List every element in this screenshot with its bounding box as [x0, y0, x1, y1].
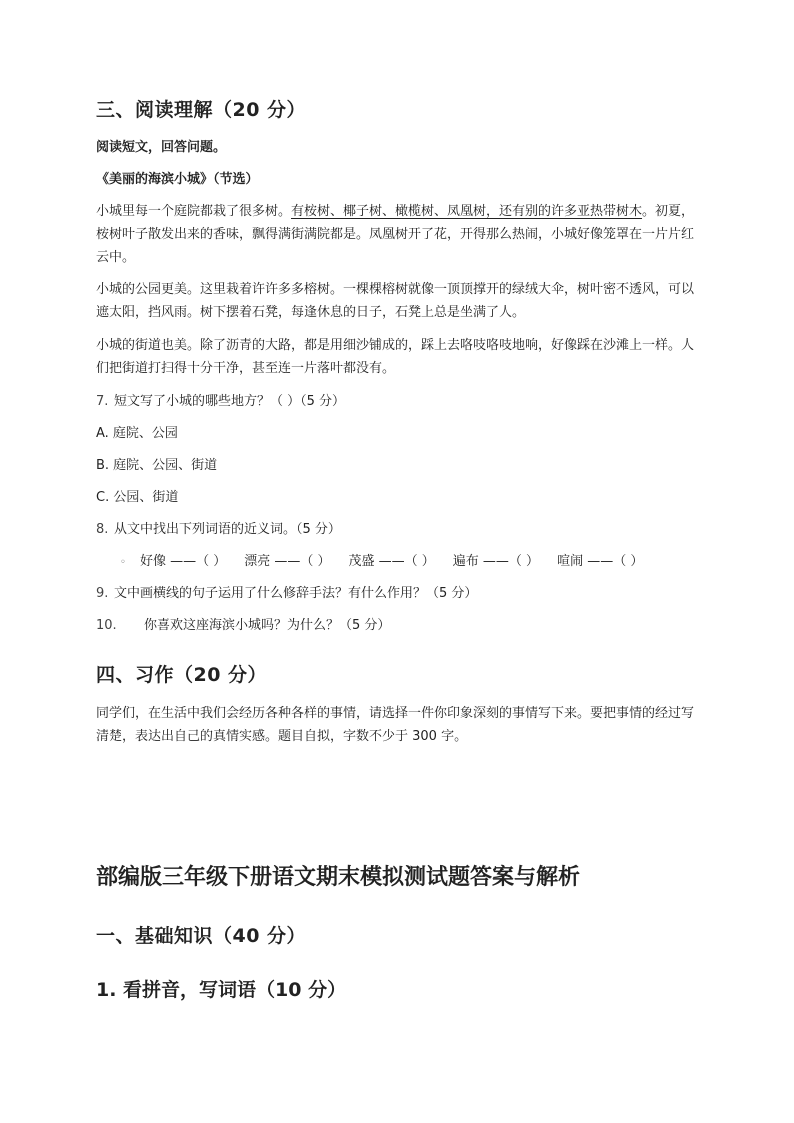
- section3-heading: 三、阅读理解（20 分）: [96, 99, 307, 121]
- question-text: 你喜欢这座海滨小城吗？为什么？（5 分）: [144, 618, 391, 633]
- synonym-list: [120, 553, 661, 572]
- para1-rest: 。初夏，桉树叶子散发出来的香味，飘得满街满院都是。凤凰树开了花，开得那么热闹，小城好像笼罩在一片片红云中。: [96, 204, 695, 265]
- question-10: [96, 617, 390, 635]
- passage-paragraph-3: 小城的街道也美。除了沥青的大路，都是用细沙铺成的，踩上去咯吱咯吱地响，好像踩在沙滩上一样。人们把街道打扫得十分干净，甚至连一片落叶都没有。: [96, 338, 695, 376]
- question-7: [96, 393, 345, 411]
- section4-heading: 四、习作（20 分）: [96, 664, 268, 686]
- question-9: [96, 585, 477, 603]
- question-text: 文中画横线的句子运用了什么修辞手法？有什么作用？（5 分）: [114, 586, 478, 601]
- option-a: A. 庭院、公园: [96, 426, 178, 441]
- synonym-item: 喧闹 ——（ ）: [557, 554, 644, 569]
- passage-title: 《美丽的海滨小城》（节选）: [96, 172, 259, 187]
- question-number: 9.: [96, 586, 109, 601]
- passage-paragraph-2: 小城的公园更美。这里栽着许许多多榕树。一棵棵榕树就像一顶顶撑开的绿绒大伞，树叶密不透风，可以遮太阳，挡风雨。树下摆着石凳，每逢休息的日子，石凳上总是坐满了人。: [96, 282, 695, 320]
- question-number: 7.: [96, 394, 109, 409]
- answers-title: 部编版三年级下册语文期末模拟测试题答案与解析: [96, 865, 581, 890]
- passage-paragraph-1: [96, 200, 702, 269]
- question-text: 从文中找出下列词语的近义词。（5 分）: [114, 522, 341, 537]
- underlined-sentence: 有桉树、椰子树、橄榄树、凤凰树，还有别的许多亚热带树木: [291, 204, 643, 219]
- question-8: [96, 521, 341, 539]
- answers-question1-heading: 1. 看拼音，写词语（10 分）: [96, 979, 347, 1001]
- answers-section1-heading: 一、基础知识（40 分）: [96, 925, 307, 947]
- writing-prompt: 同学们，在生活中我们会经历各种各样的事情，请选择一件你印象深刻的事情写下来。要把事情的经过写清楚，表达出自己的真情实感。题目自拟，字数不少于 300 字。: [96, 706, 695, 744]
- question-text: 短文写了小城的哪些地方？（ ）（5 分）: [114, 394, 346, 409]
- synonym-item: 漂亮 ——（ ）: [244, 554, 331, 569]
- synonym-item: 茂盛 ——（ ）: [348, 554, 435, 569]
- option-b: B. 庭院、公园、街道: [96, 458, 218, 473]
- synonym-item: 遍布 ——（ ）: [452, 554, 540, 569]
- option-c: C. 公园、街道: [96, 490, 179, 505]
- para1-start: 小城里每一个庭院都栽了很多树。: [96, 204, 292, 219]
- question-number: 10.: [96, 618, 117, 633]
- question-number: 8.: [96, 522, 109, 537]
- synonym-item: 好像 ——（ ）: [140, 554, 227, 569]
- bullet-icon: ◦: [120, 557, 126, 568]
- reading-instruction: 阅读短文，回答问题。: [96, 140, 227, 155]
